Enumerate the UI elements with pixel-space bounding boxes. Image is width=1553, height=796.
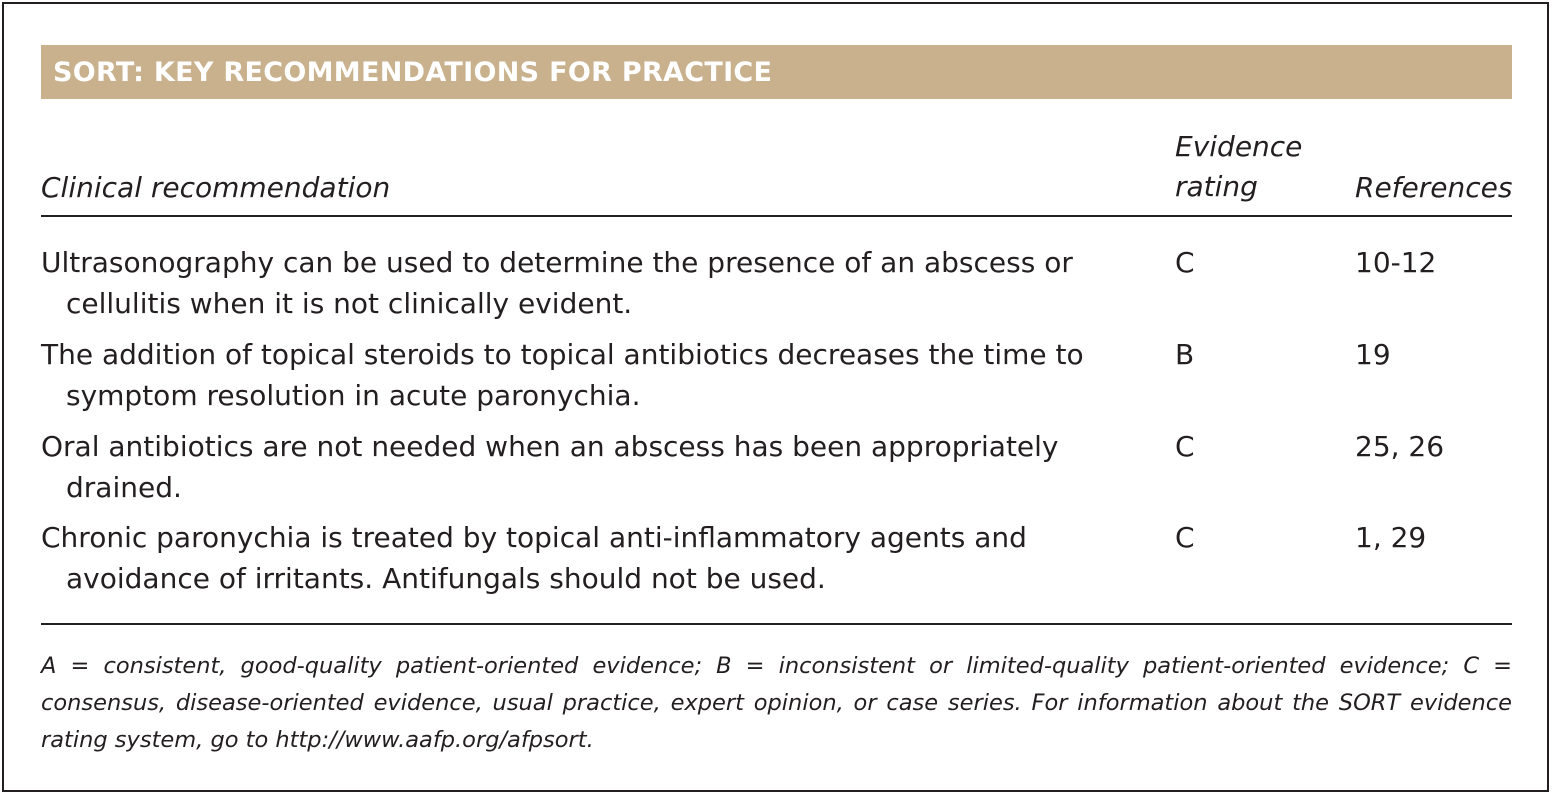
recommendation-cell: Ultrasonography can be used to determine the presence of an abscess or cellulitis when it is not clinically evident. bbox=[41, 246, 1073, 320]
recommendation-cell: The addition of topical steroids to topical antibiotics decreases the time to symptom resolution in acute paronychia. bbox=[41, 338, 1084, 412]
evidence-rating-cell: C bbox=[1175, 521, 1195, 554]
references-cell: 25, 26 bbox=[1355, 430, 1445, 463]
header-evidence-line1: Evidence bbox=[1175, 130, 1303, 163]
evidence-footnote: A = consistent, good-quality patient-oriented evidence; B = inconsistent or limited-quality patient-oriented evidence; C = consensus, disease-oriented evidence, usual practice, expert opinion, or case series. For information about the SORT evidence rating system, go to http://www.aafp.org/afpsort. bbox=[41, 653, 1512, 753]
references-cell: 1, 29 bbox=[1355, 521, 1427, 554]
header-evidence-rating bbox=[1175, 127, 1302, 207]
recommendation-cell: Chronic paronychia is treated by topical anti-inflammatory agents and avoidance of irritants. Antifungals should not be used. bbox=[41, 521, 1027, 595]
title-bar bbox=[41, 45, 1512, 99]
header-references: References bbox=[1355, 171, 1513, 204]
header-clinical-recommendation: Clinical recommendation bbox=[41, 171, 391, 204]
evidence-rating-cell: C bbox=[1175, 246, 1195, 279]
table-row bbox=[41, 517, 1512, 607]
footer-divider bbox=[41, 623, 1512, 625]
table-row bbox=[41, 242, 1512, 332]
table-row bbox=[41, 334, 1512, 424]
header-evidence-line2: rating bbox=[1175, 170, 1258, 203]
references-cell: 19 bbox=[1355, 338, 1391, 371]
header-divider bbox=[41, 215, 1512, 217]
evidence-rating-cell: C bbox=[1175, 430, 1195, 463]
evidence-rating-cell: B bbox=[1175, 338, 1195, 371]
table-title: SORT: KEY RECOMMENDATIONS FOR PRACTICE bbox=[53, 56, 773, 88]
recommendation-cell: Oral antibiotics are not needed when an abscess has been appropriately drained. bbox=[41, 430, 1059, 504]
references-cell: 10-12 bbox=[1355, 246, 1437, 279]
table-row bbox=[41, 426, 1512, 516]
